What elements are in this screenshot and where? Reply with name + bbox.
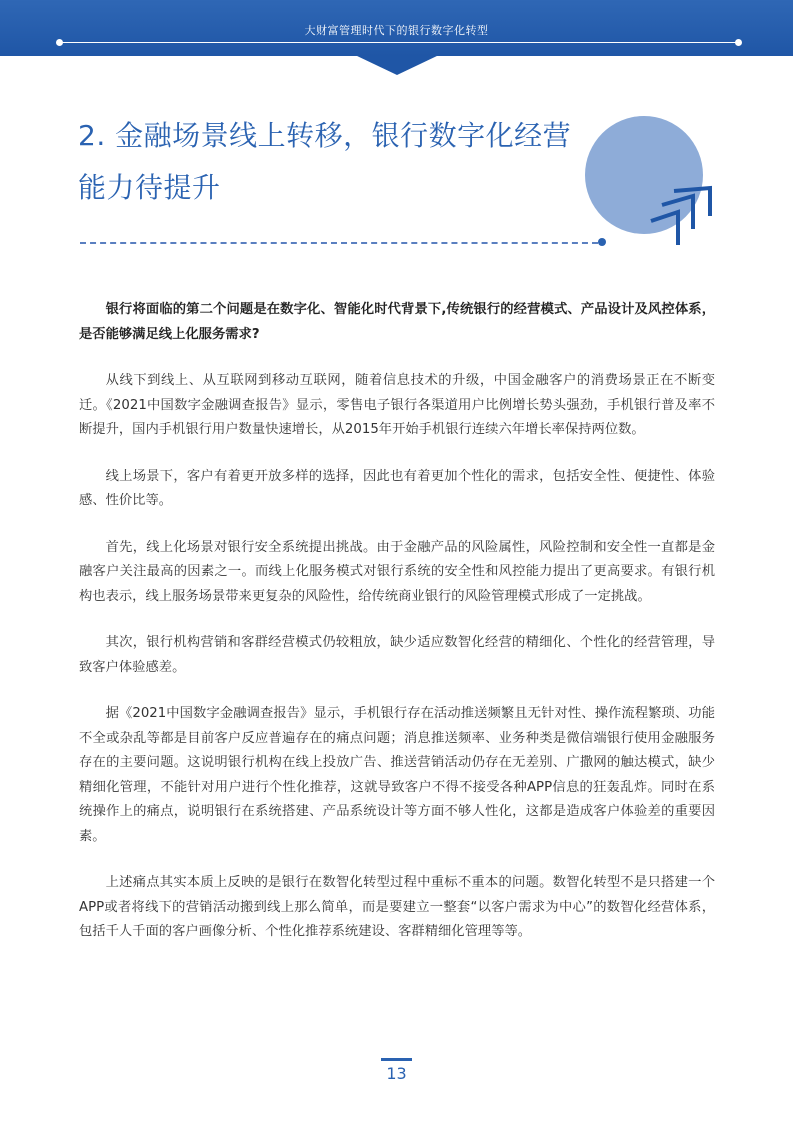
body-paragraph: 上述痛点其实本质上反映的是银行在数智化转型过程中重标不重本的问题。数智化转型不是只搭建一个APP或者将线下的营销活动搬到线上那么简单，而是要建立一整套“以客户需求为中心”的数智化经营体系，包括千人千面的客户画像分析、个性化推荐系统建设、客群精细化管理等等。 — [79, 875, 715, 939]
body-content — [79, 298, 715, 967]
header-dot-left — [56, 39, 63, 46]
lead-paragraph: 银行将面临的第二个问题是在数字化、智能化时代背景下,传统银行的经营模式、产品设计及风控体系，是否能够满足线上化服务需求? — [79, 302, 715, 342]
header-title: 大财富管理时代下的银行数字化转型 — [304, 24, 489, 37]
header-divider — [60, 42, 738, 43]
header-notch — [355, 55, 439, 75]
page-number: 13 — [386, 1064, 407, 1083]
header-dot-right — [735, 39, 742, 46]
body-paragraph: 据《2021中国数字金融调查报告》显示，手机银行存在活动推送频繁且无针对性、操作流程繁琐、功能不全或杂乱等都是目前客户反应普遍存在的痛点问题；消息推送频率、业务种类是微信端银行使用金融服务存在的主要问题。这说明银行机构在线上投放广告、推送营销活动仍存在无差别、广撒网的触达模式，缺少精细化管理，不能针对用户进行个性化推荐，这就导致客户不得不接受各种APP信息的狂轰乱炸。同时在系统操作上的痛点，说明银行在系统搭建、产品系统设计等方面不够人性化，这都是造成客户体验差的重要因素。 — [79, 706, 715, 844]
body-paragraph: 线上场景下，客户有着更开放多样的选择，因此也有着更加个性化的需求，包括安全性、便捷性、体验感、性价比等。 — [79, 468, 715, 508]
page-number-rule — [381, 1058, 412, 1061]
section-title — [78, 110, 598, 214]
body-paragraph: 其次，银行机构营销和客群经营模式仍较粗放，缺少适应数智化经营的精细化、个性化的经营管理，导致客户体验感差。 — [79, 635, 715, 675]
body-paragraph: 从线下到线上、从互联网到移动互联网，随着信息技术的升级，中国金融客户的消费场景正在不断变迁。《2021中国数字金融调查报告》显示，零售电子银行各渠道用户比例增长势头强劲，手机银行普及率不断提升，国内手机银行用户数量快速增长，从2015年开始手机银行连续六年增长率保持两位数。 — [79, 373, 715, 437]
section-title-line-1: 2. 金融场景线上转移，银行数字化经营 — [78, 119, 572, 152]
section-title-line-2: 能力待提升 — [78, 171, 221, 204]
body-paragraph: 首先，线上化场景对银行安全系统提出挑战。由于金融产品的风险属性，风险控制和安全性一直都是金融客户关注最高的因素之一。而线上化服务模式对银行系统的安全性和风控能力提出了更高要求。有银行机构也表示，线上服务场景带来更复杂的风险性，给传统商业银行的风险管理模式形成了一定挑战。 — [79, 539, 715, 604]
title-dashed-rule — [80, 242, 598, 244]
title-rule-dot — [598, 238, 606, 246]
double-chevron-icon — [648, 185, 714, 247]
